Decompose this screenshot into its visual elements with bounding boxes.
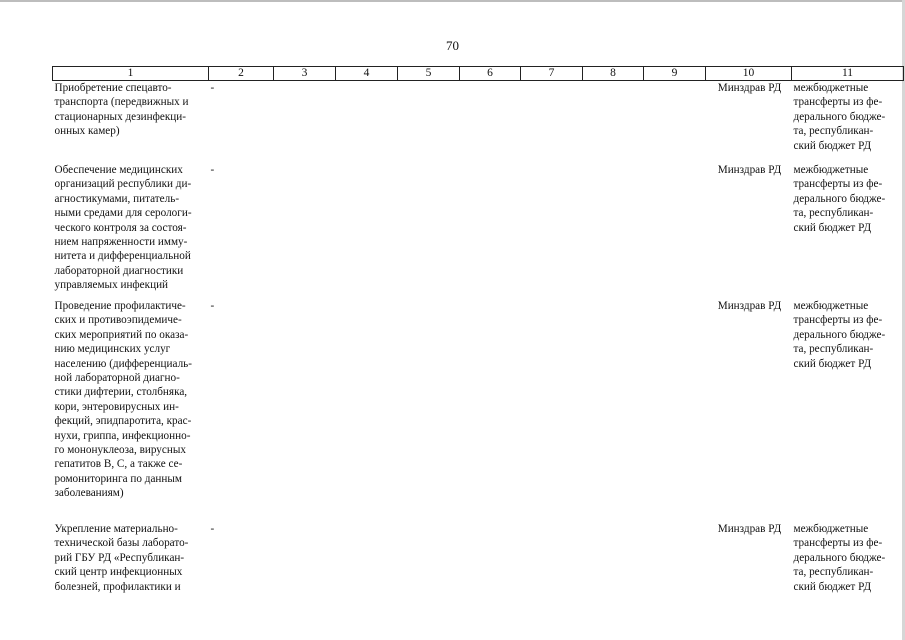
activity-cell: Обеспечение медицинских организаций республики ди- агностикумами, питатель- ными средами для серологи- ческого контроля за состоя- нием напряженности имму- нитета и дифференциальной лабораторной диагностики управляемых инфекций — [54, 164, 192, 292]
col2-cell: - — [210, 82, 215, 94]
funding-cell: межбюджетные трансферты из фе- дерального бюдже- та, республикан- ский бюджет РД — [793, 164, 886, 234]
funding-cell: межбюджетные трансферты из фе- дерального бюдже- та, республикан- ский бюджет РД — [793, 523, 886, 593]
col2-cell: - — [210, 523, 215, 535]
col2-cell: - — [210, 164, 215, 176]
column-header: 9 — [644, 67, 706, 81]
column-header: 1 — [53, 67, 209, 81]
column-header: 10 — [706, 67, 792, 81]
activity-cell: Проведение профилактиче- ских и противоэпидемиче- ских мероприятий по оказа- нию медицинских услуг населению (дифференциаль- ной лабораторной диагно- стики дифтерии, столбняка, кори, энтеровирусных ин- фекций, эпидпаротита, крас- нухи, гриппа, инфекционно- го мононуклеоза, вирусных гепатитов В, С, а также се- ромониторинга по данным заболеваниям) — [54, 300, 192, 500]
column-header: 11 — [792, 67, 904, 81]
table-row — [53, 299, 904, 522]
scan-edge-top — [0, 0, 905, 2]
col2-cell: - — [210, 300, 215, 312]
table-row — [53, 163, 904, 299]
executor-cell: Минздрав РД — [717, 82, 782, 94]
column-header: 2 — [209, 67, 274, 81]
column-header: 4 — [336, 67, 398, 81]
column-header: 6 — [460, 67, 521, 81]
table-row — [53, 522, 904, 632]
table-row — [53, 81, 904, 164]
funding-cell: межбюджетные трансферты из фе- дерального бюдже- та, республикан- ский бюджет РД — [793, 300, 886, 370]
activity-cell: Приобретение спецавто- транспорта (передвижных и стационарных дезинфекци- онных камер) — [54, 82, 189, 138]
executor-cell: Минздрав РД — [717, 164, 782, 176]
column-header: 7 — [521, 67, 583, 81]
page-number: 70 — [446, 38, 459, 53]
funding-cell: межбюджетные трансферты из фе- дерального бюдже- та, республикан- ский бюджет РД — [793, 82, 886, 152]
column-header: 8 — [583, 67, 644, 81]
program-table — [52, 66, 904, 632]
column-number-header — [53, 67, 904, 81]
column-header: 5 — [398, 67, 460, 81]
activity-cell: Укрепление материально- технической базы лаборато- рий ГБУ РД «Республикан- ский центр инфекционных болезней, профилактики и — [54, 523, 189, 593]
executor-cell: Минздрав РД — [717, 523, 782, 535]
executor-cell: Минздрав РД — [717, 300, 782, 312]
column-header: 3 — [274, 67, 336, 81]
